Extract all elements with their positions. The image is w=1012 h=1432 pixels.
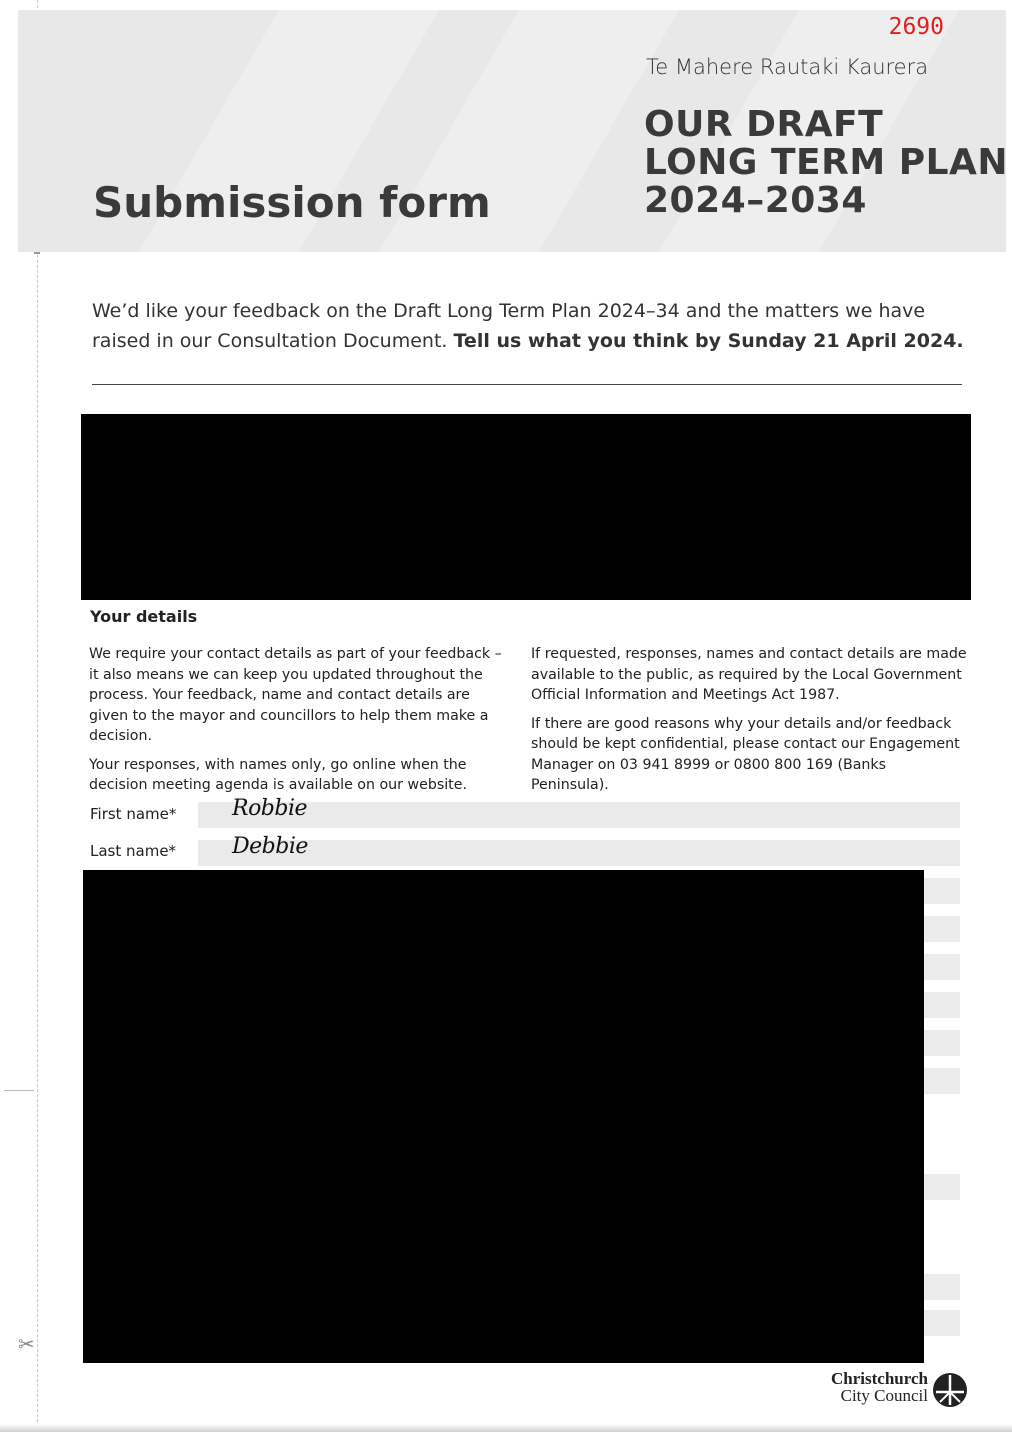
divider (92, 384, 962, 385)
field-stub (924, 1030, 960, 1056)
margin-tick (4, 1090, 34, 1091)
field-stub (924, 1310, 960, 1336)
maori-title: Te Mahere Rautaki Kaurera (646, 55, 929, 79)
details-heading: Your details (90, 607, 198, 626)
christchurch-cathedral-logo-icon (932, 1372, 968, 1408)
field-stub (924, 1068, 960, 1094)
details-left-column (89, 644, 509, 804)
first-name-label: First name* (90, 805, 177, 823)
field-stub (924, 954, 960, 980)
redaction-block (81, 414, 971, 600)
plan-title-line2: LONG TERM PLAN (644, 142, 1009, 183)
intro-deadline: Tell us what you think by Sunday 21 April 2024. (453, 330, 964, 352)
last-name-label: Last name* (90, 842, 177, 860)
form-title: Submission form (93, 178, 491, 227)
logo-line2: City Council (840, 1386, 928, 1405)
first-name-value: Robbie (232, 796, 308, 821)
council-logo (818, 1370, 968, 1410)
last-name-value: Debbie (232, 834, 308, 859)
document-number: 2690 (888, 14, 944, 40)
details-paragraph: Your responses, with names only, go online when the decision meeting agenda is available on our website. (89, 756, 467, 793)
field-stub (924, 878, 960, 904)
logo-text (831, 1370, 928, 1404)
intro-text: We’d like your feedback on the Draft Long Term Plan 2024–34 and the matters we have raised in our Consultation Document. (92, 300, 926, 352)
field-stub (924, 1274, 960, 1300)
details-paragraph: If requested, responses, names and contact details are made available to the public, as required by the Local Government Official Information and Meetings Act 1987. (531, 646, 967, 703)
field-stub (924, 1174, 960, 1200)
page-edge (0, 1424, 1012, 1432)
logo-line1: Christchurch (831, 1369, 928, 1388)
details-paragraph: If there are good reasons why your details and/or feedback should be kept confidential, please contact our Engagement Manager on 03 941 8999 or 0800 800 169 (Banks Peninsula). (531, 715, 960, 793)
scissor-icon: ✂ (18, 1332, 35, 1356)
field-stub (924, 992, 960, 1018)
redaction-block (83, 870, 924, 1363)
intro-paragraph (92, 296, 972, 356)
plan-title-line1: OUR DRAFT (644, 104, 884, 145)
plan-title-line3: 2024–2034 (644, 180, 867, 221)
details-right-column (531, 644, 967, 804)
field-stub (924, 916, 960, 942)
plan-title (644, 106, 1008, 220)
details-paragraph: We require your contact details as part of your feedback – it also means we can keep you updated throughout the process. Your feedback, name and contact details are given to the mayor and councillors to help them make a decision. (89, 646, 502, 744)
first-name-field[interactable] (198, 802, 960, 828)
margin-tick (34, 252, 40, 254)
last-name-field[interactable] (198, 840, 960, 866)
